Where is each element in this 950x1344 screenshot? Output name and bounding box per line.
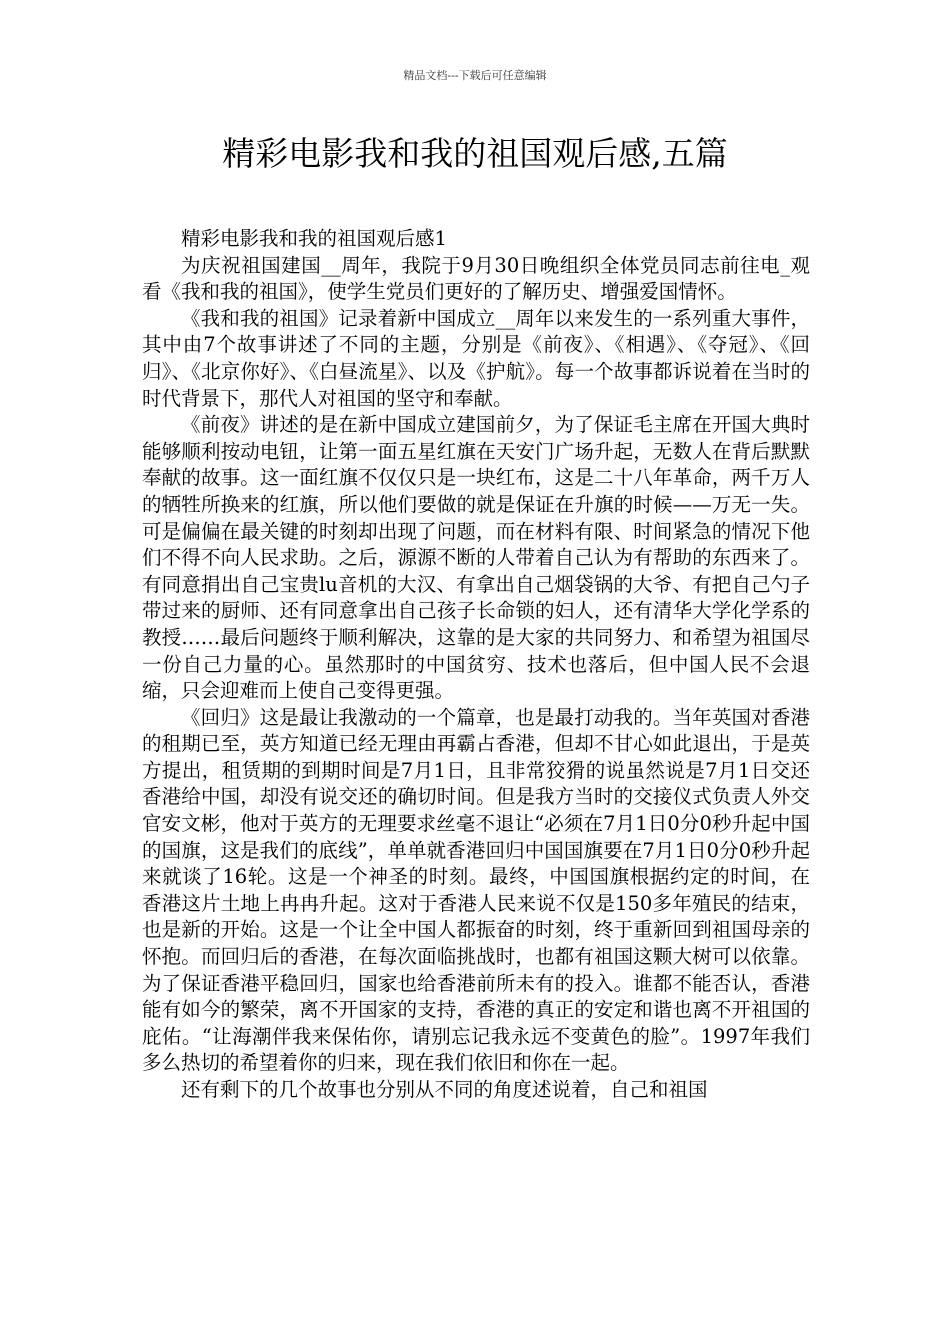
paragraph: 《我和我的祖国》记录着新中国成立__周年以来发生的一系列重大事件，其中由7个故事讲述了不同的主题，分别是《前夜》、《相遇》、《夺冠》、《回归》、《北京你好》、《白昼流星》、以及《护航》。每一个故事都诉说着在当时的时代背景下，那代人对祖国的坚守和奉献。 xyxy=(142,306,810,410)
paragraph: 《前夜》讲述的是在新中国成立建国前夕，为了保证毛主席在开国大典时能够顺利按动电钮，让第一面五星红旗在天安门广场升起，无数人在背后默默奉献的故事。这一面红旗不仅仅只是一块红布，这是二十八年革命，两千万人的牺牲所换来的红旗，所以他们要做的就是保证在升旗的时候——万无一失。可是偏偏在最关键的时刻却出现了问题，而在材料有限、时间紧急的情况下他们不得不向人民求助。之后，源源不断的人带着自己认为有帮助的东西来了。有同意捐出自己宝贵lu音机的大汉、有拿出自己烟袋锅的大爷、有把自己勺子带过来的厨师、还有同意拿出自己孩子长命锁的妇人，还有清华大学化学系的教授……最后问题终于顺利解决，这靠的是大家的共同努力、和希望为祖国尽一份自己力量的心。虽然那时的中国贫穷、技术也落后，但中国人民不会退缩，只会迎难而上使自己变得更强。 xyxy=(142,413,810,703)
paragraph: 为庆祝祖国建国__周年，我院于9月30日晚组织全体党员同志前往电_观看《我和我的祖国》，使学生党员们更好的了解历史、增强爱国情怀。 xyxy=(142,253,810,304)
header-note: 精品文档---下载后可任意编辑 xyxy=(403,69,547,82)
document-title: 精彩电影我和我的祖国观后感,五篇 xyxy=(222,134,728,173)
document-body xyxy=(142,226,810,1104)
paragraph: 《回归》这是最让我激动的一个篇章，也是最打动我的。当年英国对香港的租期已至，英方知道已经无理由再霸占香港，但却不甘心如此退出，于是英方提出，租赁期的到期时间是7月1日，且非常狡猾的说虽然说是7月1日交还香港给中国，却没有说交还的确切时间。但是我方当时的交接仪式负责人外交官安文彬，他对于英方的无理要求丝毫不退让“必须在7月1日0分0秒升起中国的国旗，这是我们的底线”，单单就香港回归中国国旗要在7月1日0分0秒升起来就谈了16轮。这是一个神圣的时刻。最终，中国国旗根据约定的时间，在香港这片土地上冉冉升起。这对于香港人民来说不仅是150多年殖民的结束，也是新的开始。这是一个让全中国人都振奋的时刻，终于重新回到祖国母亲的怀抱。而回归后的香港，在每次面临挑战时，也都有祖国这颗大树可以依靠。为了保证香港平稳回归，国家也给香港前所未有的投入。谁都不能否认，香港能有如今的繁荣，离不开国家的支持，香港的真正的安定和谐也离不开祖国的庇佑。“让海潮伴我来保佑你，请别忘记我永远不变黄色的脸”。1997年我们多么热切的希望着你的归来，现在我们依旧和你在一起。 xyxy=(142,705,810,1075)
section-heading: 精彩电影我和我的祖国观后感1 xyxy=(181,227,447,250)
paragraph: 还有剩下的几个故事也分别从不同的角度述说着，自己和祖国 xyxy=(181,1078,708,1101)
